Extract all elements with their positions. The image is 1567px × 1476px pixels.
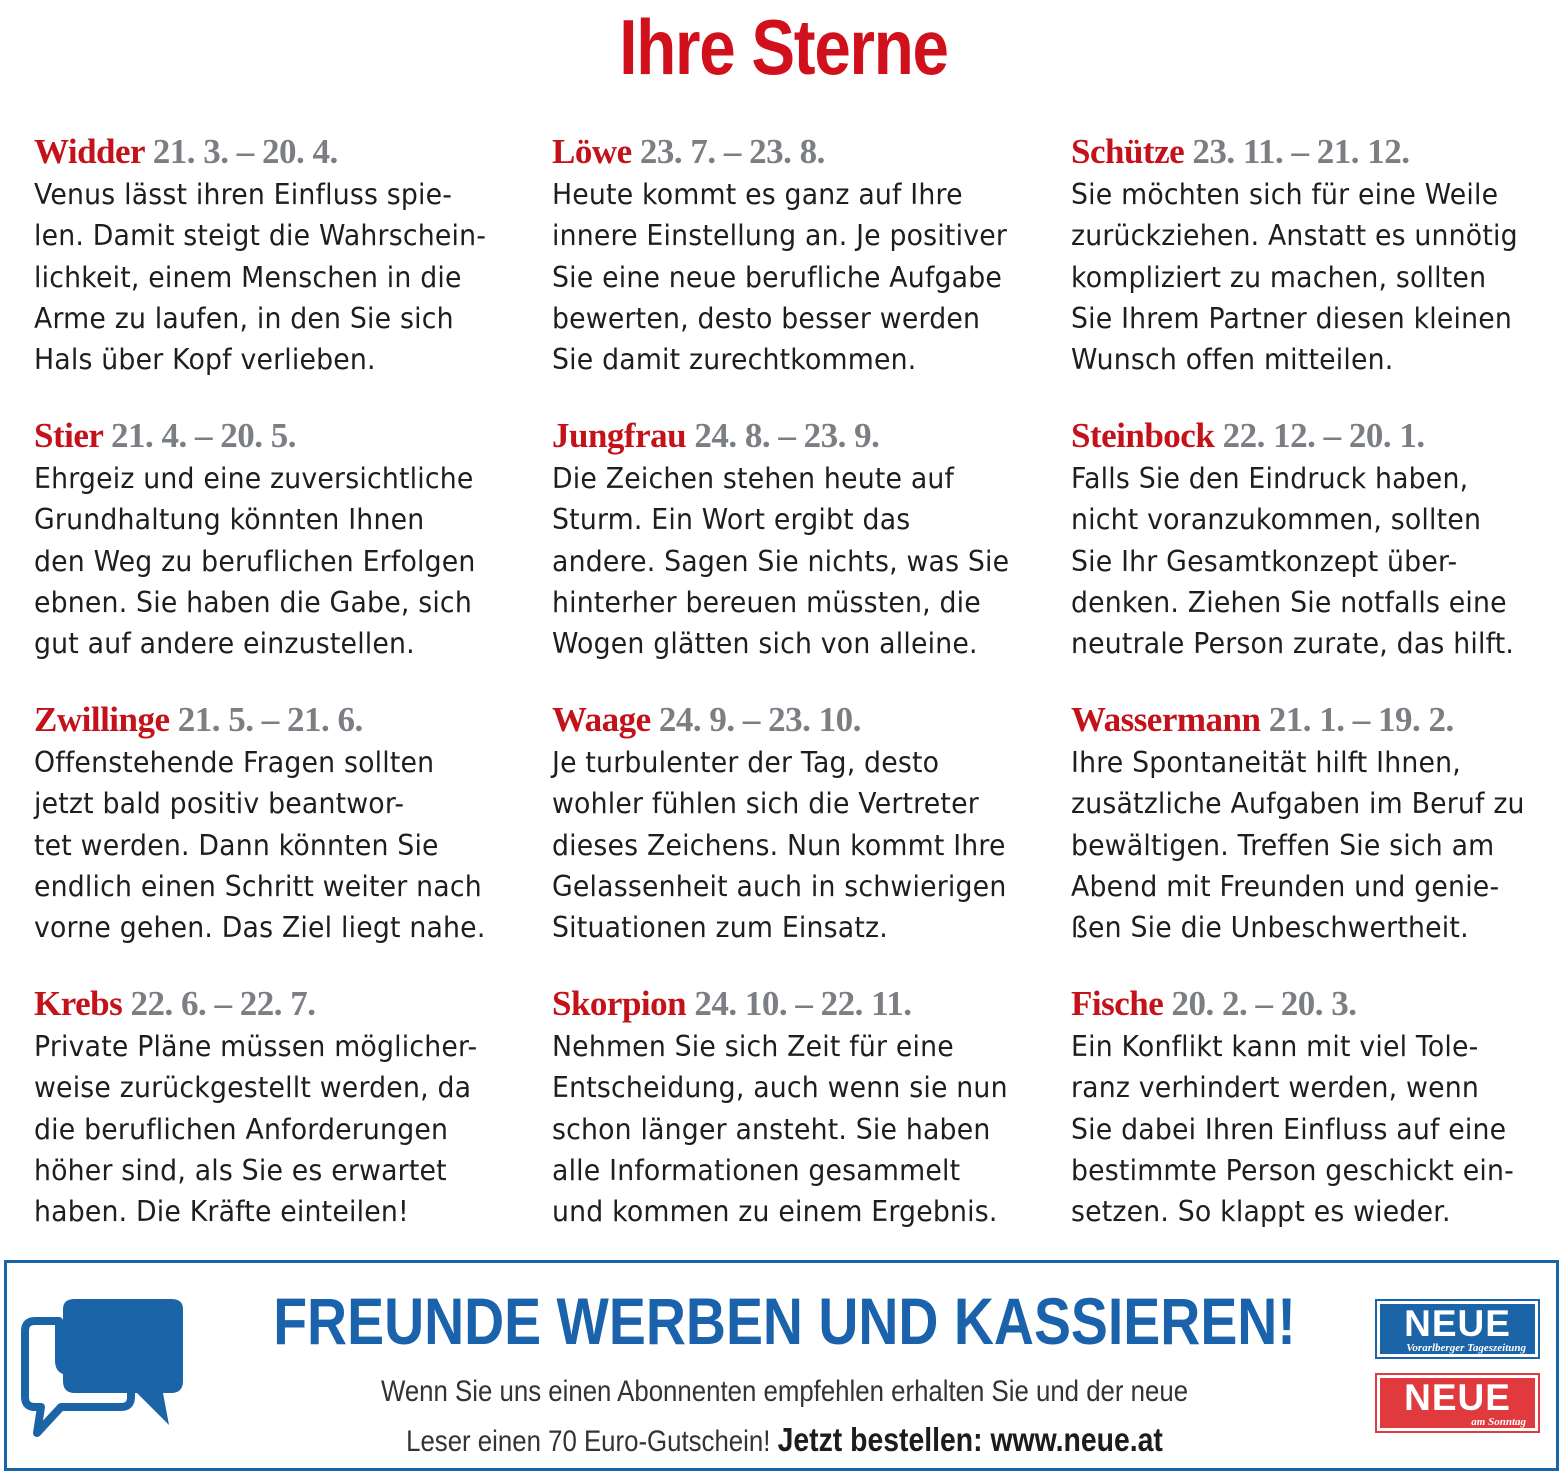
sign-name: Löwe [552, 132, 632, 171]
promo-headline: FREUNDE WERBEN UND KASSIEREN! [273, 1284, 1296, 1358]
text-line: bestimmte Person geschickt ein- [1071, 1152, 1514, 1187]
horoscope-entry-zwillinge [34, 700, 539, 948]
sign-name: Waage [552, 700, 651, 739]
entry-heading [1071, 700, 1567, 742]
text-line: wohler fühlen sich die Vertreter [552, 786, 979, 821]
entry-heading [1071, 132, 1567, 174]
text-line: Wunsch offen mitteilen. [1071, 342, 1394, 377]
entry-heading [34, 984, 539, 1026]
promo-text-line-2 [116, 1421, 1453, 1461]
text-line: Die Zeichen stehen heute auf [552, 461, 955, 495]
text-line: den Weg zu beruflichen Erfolgen [34, 543, 476, 578]
text-line: Nehmen Sie sich Zeit für eine [552, 1029, 954, 1063]
promo-offer-text: Leser einen 70 Euro-Gutschein! [406, 1425, 771, 1458]
sign-name: Widder [34, 132, 145, 171]
text-line: Sie damit zurechtkommen. [552, 342, 917, 377]
text-line: denken. Ziehen Sie notfalls eine [1071, 584, 1507, 619]
sign-name: Wassermann [1071, 700, 1261, 739]
text-line: alle Informationen gesammelt [552, 1152, 961, 1187]
text-line: Ein Konflikt kann mit viel Tole- [1071, 1029, 1479, 1063]
text-line: vorne gehen. Das Ziel liegt nahe. [34, 910, 486, 945]
text-line: Sie Ihrem Partner diesen kleinen [1071, 300, 1513, 335]
text-line: haben. Die Kräfte einteilen! [34, 1194, 409, 1229]
entry-heading [552, 132, 1057, 174]
text-line: Private Pläne müssen möglicher- [34, 1029, 478, 1063]
text-line: innere Einstellung an. Je positiver [552, 218, 1008, 253]
horoscope-entry-steinbock [1071, 416, 1567, 664]
text-line: Gelassenheit auch in schwierigen [552, 868, 1007, 903]
text-line: schon länger ansteht. Sie haben [552, 1111, 991, 1146]
entry-text [552, 1026, 1057, 1232]
entry-text [552, 174, 1057, 380]
neue-am-sonntag-logo [1375, 1373, 1540, 1433]
order-link[interactable]: Jetzt bestellen: www.neue.at [777, 1421, 1163, 1458]
entry-text [34, 458, 539, 664]
text-line: und kommen zu einem Ergebnis. [552, 1194, 998, 1229]
sign-dates: 21. 5. – 21. 6. [177, 700, 363, 739]
sign-dates: 21. 3. – 20. 4. [152, 132, 338, 171]
text-line: Grundhaltung könnten Ihnen [34, 502, 425, 537]
text-line: Sie Ihr Gesamtkonzept über- [1071, 543, 1458, 578]
text-line: Offenstehende Fragen sollten [34, 745, 435, 779]
neue-tageszeitung-logo [1375, 1299, 1540, 1359]
text-line: bewerten, desto besser werden [552, 300, 981, 335]
text-line: Arme zu laufen, in den Sie sich [34, 300, 454, 335]
text-line: dieses Zeichens. Nun kommt Ihre [552, 827, 1006, 862]
entry-text [34, 742, 539, 948]
entry-text [1071, 742, 1567, 948]
entry-heading [552, 984, 1057, 1026]
text-line: Heute kommt es ganz auf Ihre [552, 177, 963, 211]
text-line: Sie eine neue berufliche Aufgabe [552, 259, 1003, 294]
horoscope-entry-widder [34, 132, 539, 380]
text-line: Sie dabei Ihren Einfluss auf eine [1071, 1111, 1507, 1146]
text-line: ßen Sie die Unbeschwertheit. [1071, 910, 1469, 945]
entry-text [34, 174, 539, 380]
sign-dates: 20. 2. – 20. 3. [1171, 984, 1357, 1023]
entry-text [34, 1026, 539, 1232]
text-line: bewältigen. Treffen Sie sich am [1071, 827, 1495, 862]
text-line: neutrale Person zurate, das hilft. [1071, 626, 1515, 661]
promo-banner[interactable] [4, 1260, 1559, 1471]
horoscope-entry-loewe [552, 132, 1057, 380]
entry-heading [34, 132, 539, 174]
entry-text [1071, 1026, 1567, 1232]
text-line: ranz verhindert werden, wenn [1071, 1070, 1479, 1105]
sign-name: Jungfrau [552, 416, 687, 455]
text-line: lichkeit, einem Menschen in die [34, 259, 462, 294]
logo-word: NEUE [1404, 1377, 1511, 1418]
text-line: gut auf andere einzustellen. [34, 626, 415, 661]
sign-name: Krebs [34, 984, 123, 1023]
text-line: die beruflichen Anforderungen [34, 1111, 449, 1146]
entry-heading [1071, 984, 1567, 1026]
text-line: andere. Sagen Sie nichts, was Sie [552, 543, 1010, 578]
text-line: Situationen zum Einsatz. [552, 910, 888, 945]
sign-dates: 22. 6. – 22. 7. [130, 984, 316, 1023]
sign-dates: 23. 7. – 23. 8. [639, 132, 825, 171]
text-line: Hals über Kopf verlieben. [34, 342, 376, 377]
sign-name: Zwillinge [34, 700, 170, 739]
entry-text [552, 742, 1057, 948]
horoscope-entry-krebs [34, 984, 539, 1232]
horoscope-entry-waage [552, 700, 1057, 948]
text-line: hinterher bereuen müssten, die [552, 584, 981, 619]
entry-text [1071, 458, 1567, 664]
entry-heading [552, 416, 1057, 458]
text-line: Abend mit Freunden und genie- [1071, 868, 1500, 903]
entry-heading [34, 700, 539, 742]
entry-text [1071, 174, 1567, 380]
text-line: setzen. So klappt es wieder. [1071, 1194, 1451, 1229]
text-line: len. Damit steigt die Wahrschein- [34, 218, 487, 253]
text-line: Falls Sie den Eindruck haben, [1071, 461, 1469, 495]
text-line: Sturm. Ein Wort ergibt das [552, 502, 911, 537]
entry-heading [552, 700, 1057, 742]
text-line: Venus lässt ihren Einfluss spie- [34, 177, 453, 211]
logo-word: NEUE [1404, 1303, 1511, 1344]
sign-name: Fische [1071, 984, 1164, 1023]
horoscope-entry-stier [34, 416, 539, 664]
sign-name: Stier [34, 416, 103, 455]
entry-heading [1071, 416, 1567, 458]
sign-dates: 24. 8. – 23. 9. [694, 416, 880, 455]
horoscope-entry-skorpion [552, 984, 1057, 1232]
sign-name: Skorpion [552, 984, 687, 1023]
sign-dates: 21. 1. – 19. 2. [1268, 700, 1454, 739]
text-line: tet werden. Dann könnten Sie [34, 827, 439, 862]
horoscope-entry-wassermann [1071, 700, 1567, 948]
entry-heading [34, 416, 539, 458]
text-line: Wogen glätten sich von alleine. [552, 626, 978, 661]
text-line: endlich einen Schritt weiter nach [34, 868, 482, 903]
sign-dates: 24. 10. – 22. 11. [694, 984, 912, 1023]
horoscope-entry-schuetze [1071, 132, 1567, 380]
text-line: Sie möchten sich für eine Weile [1071, 177, 1499, 211]
text-line: weise zurückgestellt werden, da [34, 1070, 472, 1105]
text-line: Ehrgeiz und eine zuversichtliche [34, 461, 474, 495]
sign-name: Steinbock [1071, 416, 1215, 455]
text-line: zurückziehen. Anstatt es unnötig [1071, 218, 1518, 253]
text-line: kompliziert zu machen, sollten [1071, 259, 1487, 294]
text-line: jetzt bald positiv beantwor- [34, 786, 405, 821]
horoscope-entry-jungfrau [552, 416, 1057, 664]
sign-dates: 24. 9. – 23. 10. [658, 700, 861, 739]
text-line: ebnen. Sie haben die Gabe, sich [34, 584, 472, 619]
text-line: zusätzliche Aufgaben im Beruf zu [1071, 786, 1525, 821]
text-line: nicht voranzukommen, sollten [1071, 502, 1482, 537]
text-line: Entscheidung, auch wenn sie nun [552, 1070, 1008, 1105]
text-line: höher sind, als Sie es erwartet [34, 1152, 447, 1187]
logo-subtitle: am Sonntag [1471, 1416, 1526, 1428]
page-title: Ihre Sterne [619, 3, 948, 91]
sign-dates: 22. 12. – 20. 1. [1222, 416, 1425, 455]
sign-dates: 23. 11. – 21. 12. [1192, 132, 1410, 171]
promo-text-line-1: Wenn Sie uns einen Abonnenten empfehlen erhalten Sie und der neue [380, 1375, 1189, 1408]
entry-text [552, 458, 1057, 664]
text-line: Je turbulenter der Tag, desto [552, 745, 940, 779]
logo-subtitle: Vorarlberger Tageszeitung [1406, 1342, 1526, 1354]
horoscope-entry-fische [1071, 984, 1567, 1232]
text-line: Ihre Spontaneität hilft Ihnen, [1071, 745, 1461, 779]
sign-dates: 21. 4. – 20. 5. [111, 416, 297, 455]
sign-name: Schütze [1071, 132, 1185, 171]
